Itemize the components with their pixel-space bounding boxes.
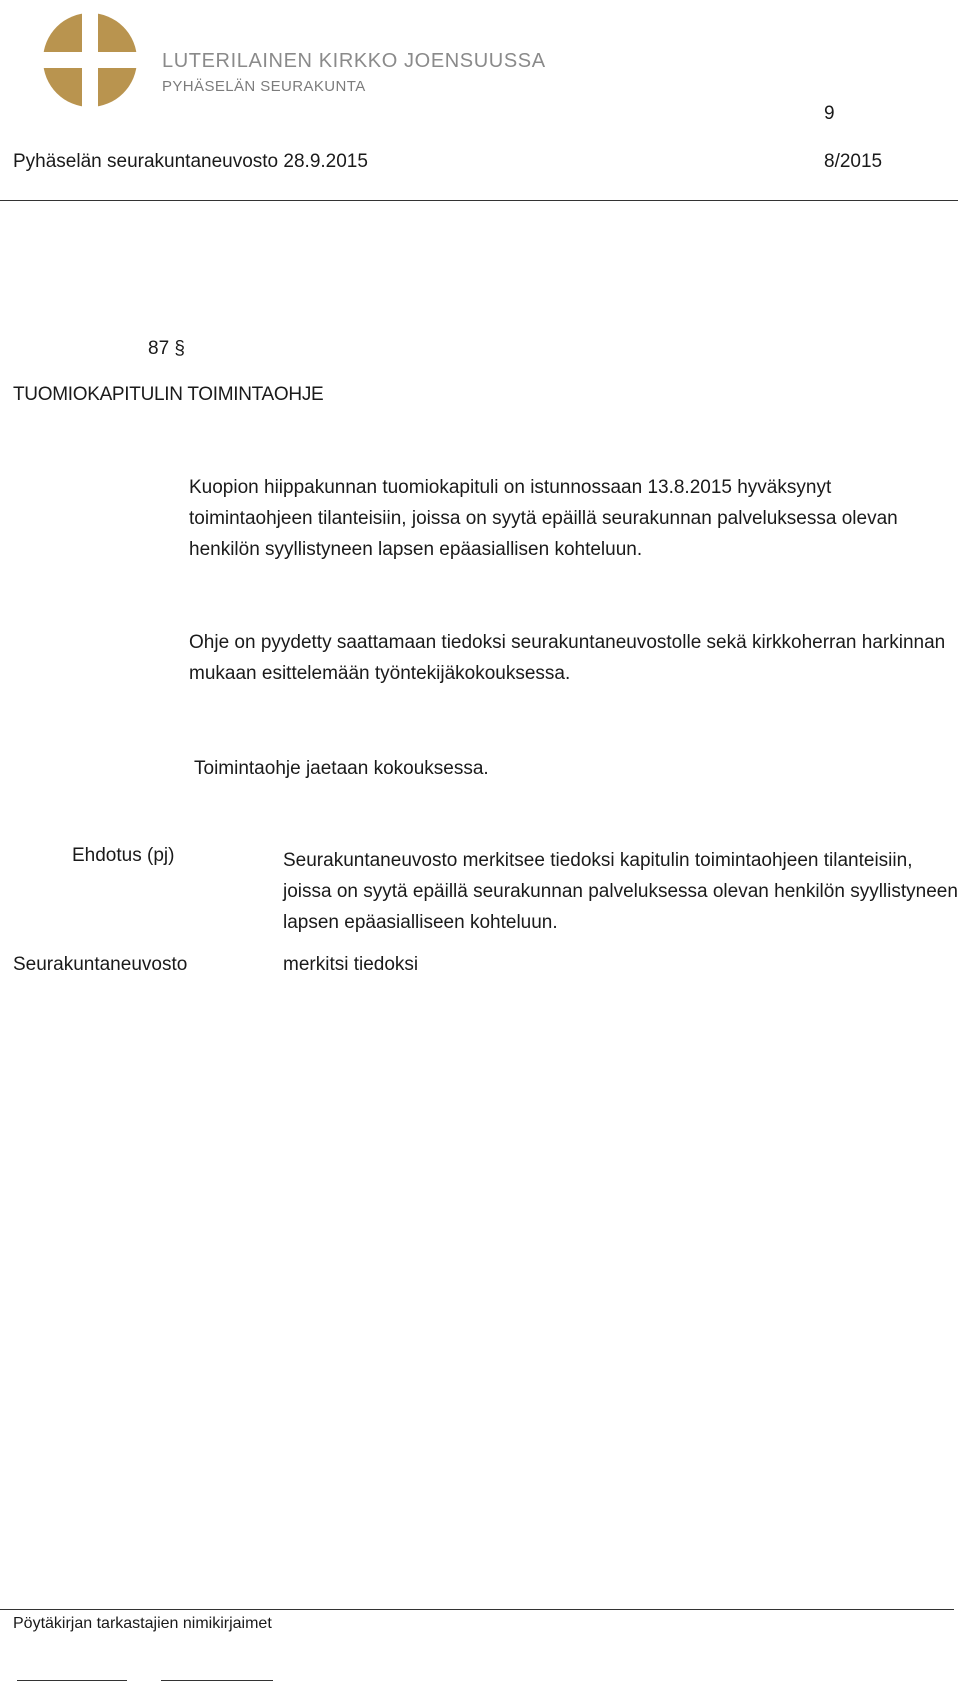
proposal-text: Seurakuntaneuvosto merkitsee tiedoksi kapitulin toimintaohjeen tilanteisiin, joissa on syytä epäillä seurakunnan palveluksessa olevan henkilön syyllistyneen lapsen epäasialliseen kohteluun. (283, 850, 958, 933)
footer-label: Pöytäkirjan tarkastajien nimikirjaimet (13, 1615, 272, 1632)
proposal-label: Ehdotus (pj) (72, 845, 175, 866)
section-number: 87 § (148, 338, 185, 359)
body-paragraph: Toimintaohje jaetaan kokouksessa. (194, 758, 489, 779)
footer-divider (0, 1609, 954, 1610)
logo-parish-name: PYHÄSELÄN SEURAKUNTA (162, 78, 366, 95)
cross-logo-icon (42, 12, 138, 108)
body-paragraph: Kuopion hiippakunnan tuomiokapituli on istunnossaan 13.8.2015 hyväksynyt toimintaohjeen tilanteisiin, joissa on syytä epäillä seurakunnan palveluksessa olevan henkilön syyllistyneen lapsen epäasiallisen kohteluun. (189, 477, 898, 560)
signature-line (161, 1680, 273, 1681)
decision-text: merkitsi tiedoksi (283, 954, 419, 975)
section-title: TUOMIOKAPITULIN TOIMINTAOHJE (13, 384, 324, 405)
body-paragraph: Ohje on pyydetty saattamaan tiedoksi seurakuntaneuvostolle sekä kirkkoherran harkinnan mukaan esittelemään työntekijäkokouksessa. (189, 632, 946, 684)
header-divider (0, 200, 958, 201)
document-title: Pyhäselän seurakuntaneuvosto 28.9.2015 (13, 151, 368, 172)
decision-label: Seurakuntaneuvosto (13, 954, 188, 975)
signature-line (17, 1680, 127, 1681)
church-logo (38, 10, 546, 114)
issue-number: 8/2015 (824, 151, 883, 172)
page-number: 9 (824, 103, 835, 124)
logo-org-name: LUTERILAINEN KIRKKO JOENSUUSSA (162, 50, 546, 72)
